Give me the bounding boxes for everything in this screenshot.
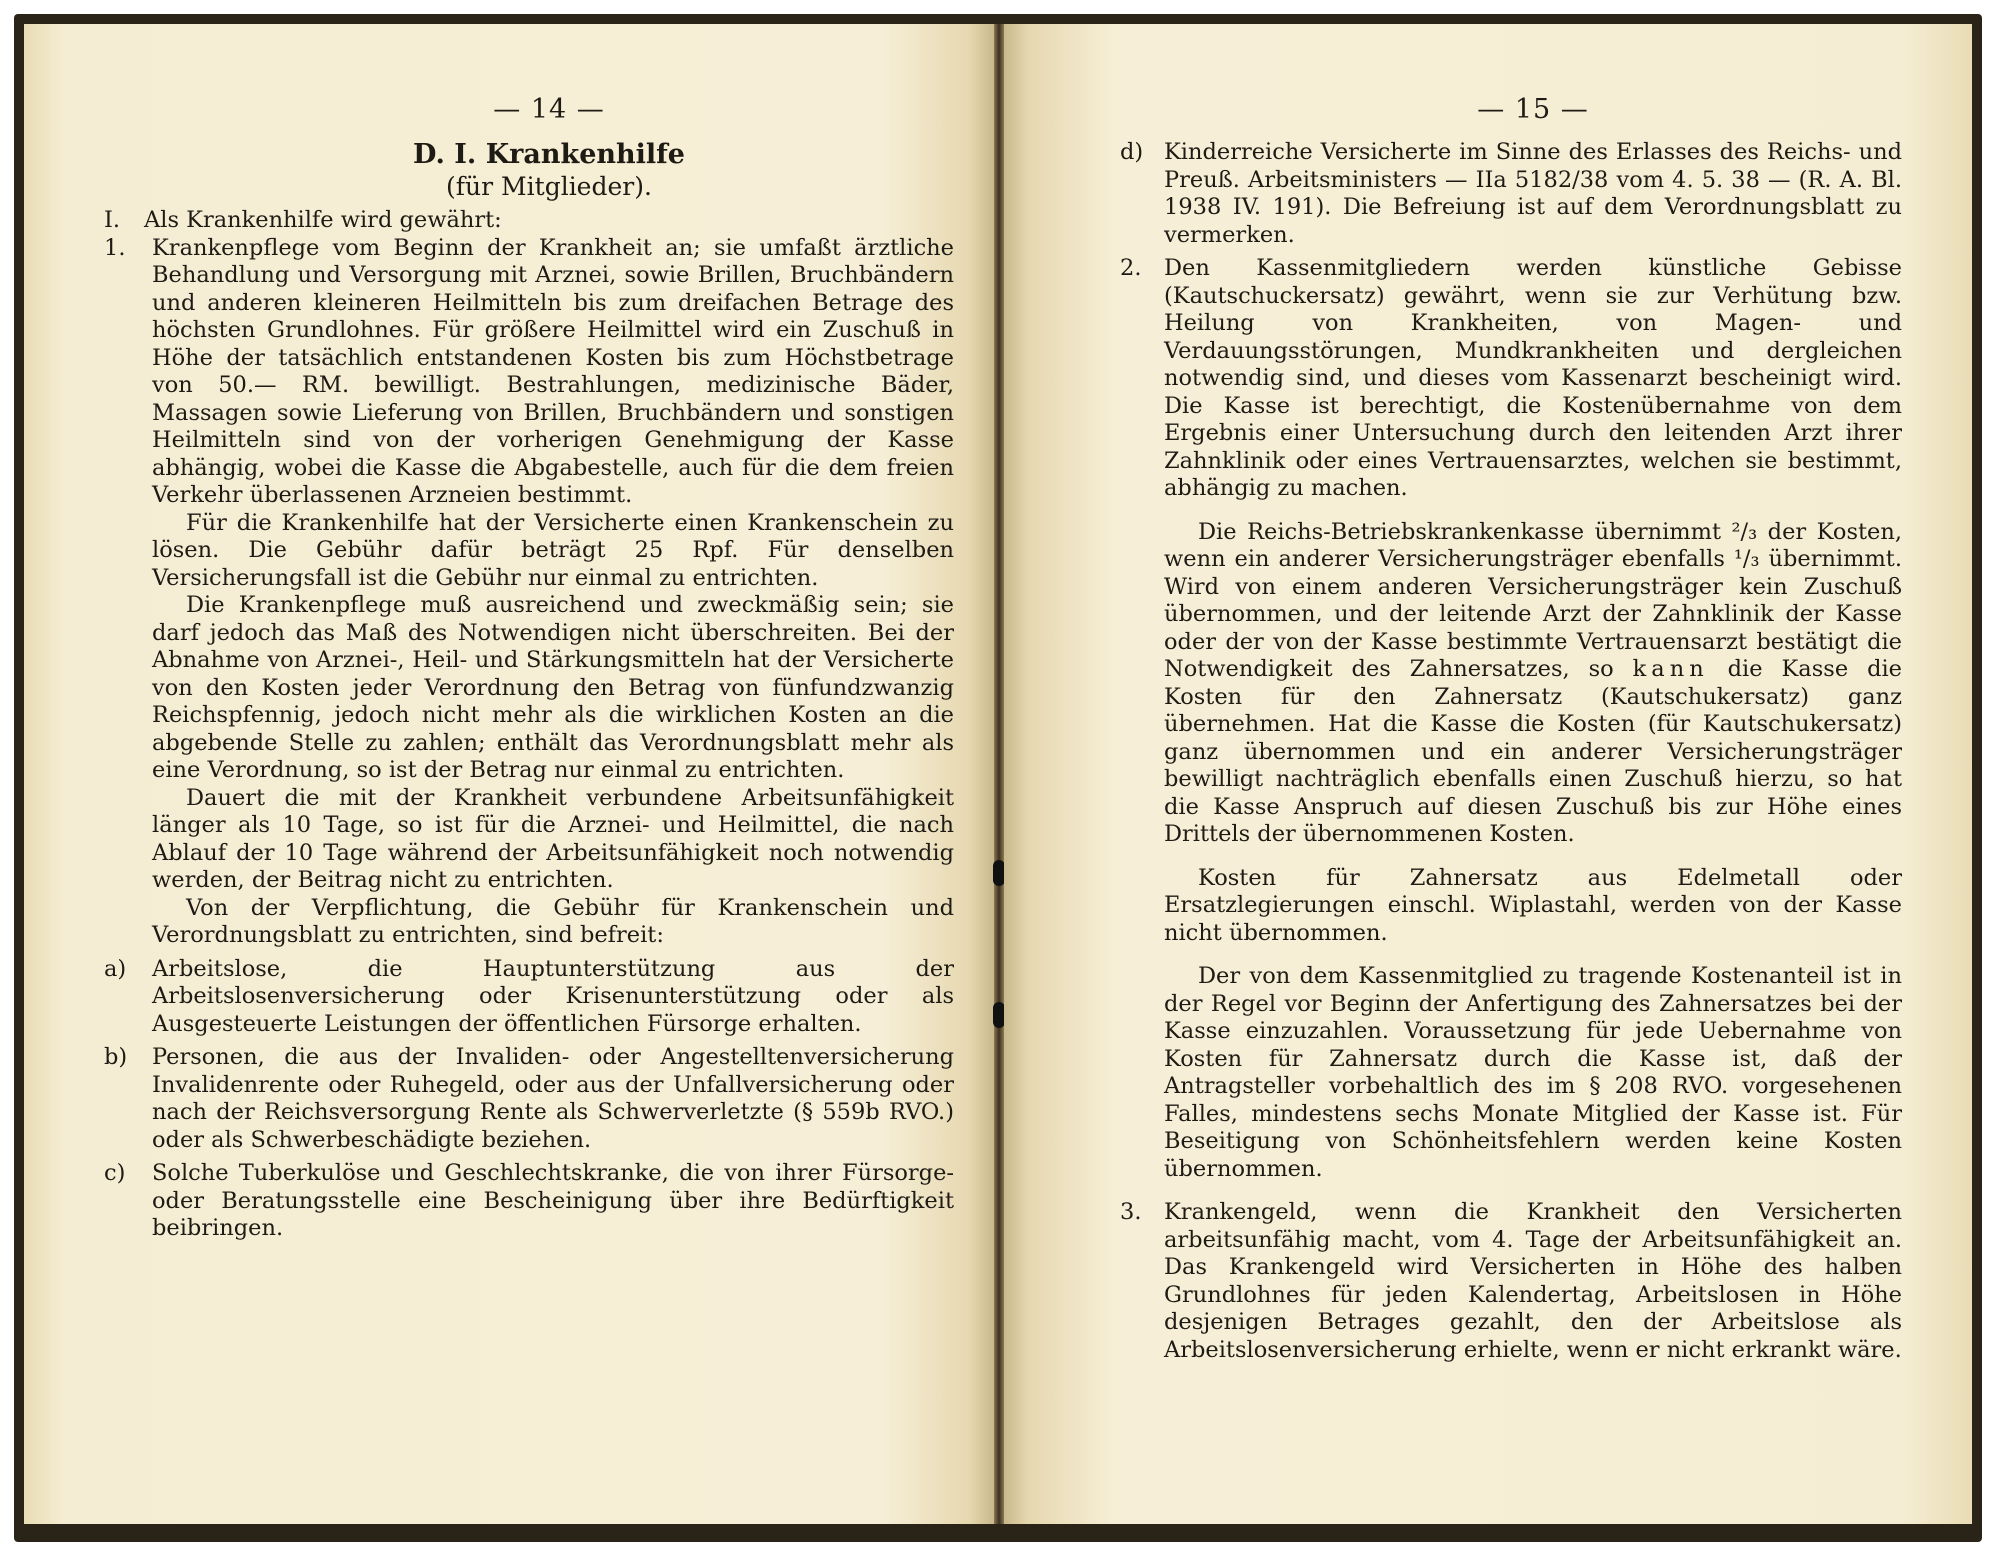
list-item-text: Krankenpflege vom Beginn der Krankheit an; sie umfaßt ärztliche Behandlung und Versorgung mit Arznei, sowie Brillen, Bruchbändern und anderen kleineren Heilmitteln bis zum dreifachen Betrage des höchsten Grundlohnes. Für größere Heilmittel wird ein Zuschuß in Höhe der tatsächlich entstandenen Kosten bis zum Höchstbetrage von 50.— RM. bewilligt. Bestrahlungen, medizinische Bäder, Massagen sowie Lieferung von Brillen, Bruchbändern und sonstigen Heilmitteln sind von der vorherigen Genehmigung der Kasse abhängig, wobei die Kasse die Abgabestelle, auch für die dem freien Verkehr überlassenen Arzneien bestimmt.	[152, 234, 954, 508]
list-marker: d)	[1120, 139, 1144, 165]
paragraph-krankenpflege: Die Krankenpflege muß ausreichend und zweckmäßig sein; sie darf jedoch das Maß des Notwendigen nicht überschreiten. Bei der Abnahme von Arznei-, Heil- und Stärkungsmitteln hat der Versicherte von den Kosten jeder Verordnung den Betrag von fünfundzwanzig Reichspfennig, jedoch nicht mehr als die wirklichen Kosten an die abgebende Stelle zu zahlen; enthält das Verordnungsblatt mehr als eine Verordnung, so ist der Betrag nur einmal zu entrichten.	[152, 592, 954, 783]
page-number-left: — 14 —	[493, 94, 605, 125]
list-item-text: Personen, die aus der Invaliden- oder Angestelltenversicherung Invalidenrente oder Ruhegeld, oder aus der Unfallversicherung oder nach der Reichsversorgung Rente als Schwerverletzte (§ 559b RVO.) oder als Schwerbeschädigte beziehen.	[152, 1044, 954, 1153]
book-spine	[994, 24, 1004, 1524]
paragraph-kostenanteil: Der von dem Kassenmitglied zu tragende Kostenanteil ist in der Regel vor Beginn der Anfertigung des Zahnersatzes bei der Kasse einzuzahlen. Voraussetzung für jede Uebernahme von Kosten für Zahnersatz durch die Kasse ist, daß der Antragsteller vorbehaltlich des im § 208 RVO. vorgesehenen Falles, mindestens sechs Monate Mitglied der Kasse ist. Für Beseitigung von Schönheitsfehlern werden keine Kosten übernommen.	[1164, 963, 1902, 1182]
intro-line	[104, 207, 954, 235]
left-page-body	[104, 207, 954, 1243]
list-item-text: Solche Tuberkulöse und Geschlechtskranke, die von ihrer Fürsorge- oder Beratungsstelle eine Bescheinigung über ihre Bedürftigkeit beibringen.	[152, 1160, 954, 1241]
paragraph-part: Die Reichs-Betriebskrankenkasse übernimmt ²/₃ der Kosten, wenn ein anderer Versicherungsträger ebenfalls ¹/₃ übernimmt. Wird von einem anderen Versicherungsträger kein Zuschuß übernommen, und der leitende Arzt der Zahnklinik der Kasse oder der von der Kasse bestimmte Vertrauensarzt bestätigt die Notwendigkeit des Zahnersatzes, so	[1164, 518, 1902, 682]
paragraph-kostenuebernahme	[1164, 519, 1902, 849]
list-item-c	[104, 1160, 954, 1243]
list-item-b	[104, 1044, 954, 1154]
list-marker: b)	[104, 1044, 128, 1070]
paragraph-edelmetall: Kosten für Zahnersatz aus Edelmetall oder Ersatzlegierungen einschl. Wiplastahl, werden von der Kasse nicht übernommen.	[1164, 864, 1902, 946]
intro-text: Als Krankenhilfe wird gewährt:	[144, 207, 502, 233]
right-page	[1004, 24, 1972, 1524]
left-page	[24, 24, 994, 1524]
list-item-2	[1120, 255, 1902, 1183]
list-item-text: Den Kassenmitgliedern werden künstliche Gebisse (Kautschuckersatz) gewährt, wenn sie zur Verhütung bzw. Heilung von Krankheiten, von Magen- und Verdauungsstörungen, Mundkrankheiten und dergleichen notwendig sind, und dieses vom Kassenarzt bescheinigt wird. Die Kasse ist berechtigt, die Kostenübernahme von dem Ergebnis einer Untersuchung durch den leitenden Arzt ihrer Zahnklinik oder eines Vertrauensarztes, welchen sie bestimmt, abhängig zu machen.	[1164, 255, 1902, 501]
list-item-d	[1120, 139, 1902, 249]
paragraph-part: die Kasse die Kosten für den Zahnersatz (Kautschukersatz) ganz übernehmen. Hat die Kasse die Kosten (für Kautschukersatz) ganz übernommen und ein anderer Versicherungsträger bewilligt nachträglich ebenfalls einen Zuschuß hierzu, so hat die Kasse Anspruch auf diesen Zuschuß bis zur Höhe eines Drittels der übernommenen Kosten.	[1164, 656, 1902, 847]
emphasis-kann: kann	[1632, 656, 1709, 682]
section-heading: D. I. Krankenhilfe	[413, 139, 685, 170]
section-subheading: (für Mitglieder).	[446, 172, 652, 201]
paragraph-krankenschein: Für die Krankenhilfe hat der Versicherte einen Krankenschein zu lösen. Die Gebühr dafür beträgt 25 Rpf. Für denselben Versicherungsfall ist die Gebühr nur einmal zu entrichten.	[152, 509, 954, 591]
page-number-right: — 15 —	[1477, 94, 1589, 125]
paragraph-befreiung: Von der Verpflichtung, die Gebühr für Krankenschein und Verordnungsblatt zu entrichten, sind befreit:	[152, 894, 954, 948]
list-item-text: Kinderreiche Versicherte im Sinne des Erlasses des Reichs- und Preuß. Arbeitsministers — IIa 5182/38 vom 4. 5. 38 — (R. A. Bl. 1938 IV. 191). Die Befreiung ist auf dem Verordnungsblatt zu vermerken.	[1164, 139, 1902, 248]
list-marker: a)	[104, 955, 127, 982]
list-item-a	[104, 956, 954, 1039]
list-item-text: Arbeitslose, die Hauptunterstützung aus der Arbeitslosenversicherung oder Krisenunterstützung oder als Ausgesteuerte Leistungen der öffentlichen Fürsorge erhalten.	[152, 955, 954, 1037]
book-spread	[14, 14, 1982, 1542]
list-item-text: Krankengeld, wenn die Krankheit den Versicherten arbeitsunfähig macht, vom 4. Tage der Arbeitsunfähigkeit an. Das Krankengeld wird Versicherten in Höhe des halben Grundlohnes für jeden Kalendertag, Arbeitslosen in Höhe desjenigen Betrages gezahlt, den der Arbeitslose als Arbeitslosenversicherung erhielte, wenn er nicht erkrankt wäre.	[1164, 1199, 1902, 1363]
list-marker: 2.	[1120, 255, 1142, 281]
list-item-1	[104, 235, 954, 950]
list-item-3	[1120, 1199, 1902, 1364]
list-marker: 3.	[1120, 1199, 1142, 1225]
list-marker: c)	[104, 1160, 126, 1186]
right-page-body	[1120, 139, 1902, 1364]
intro-marker: I.	[104, 207, 121, 233]
list-marker: 1.	[104, 234, 126, 261]
paragraph-arbeitsunfaehigkeit: Dauert die mit der Krankheit verbundene Arbeitsunfähigkeit länger als 10 Tage, so ist für die Arznei- und Heilmittel, die nach Ablauf der 10 Tage während der Arbeitsunfähigkeit noch notwendig werden, der Beitrag nicht zu entrichten.	[152, 784, 954, 893]
